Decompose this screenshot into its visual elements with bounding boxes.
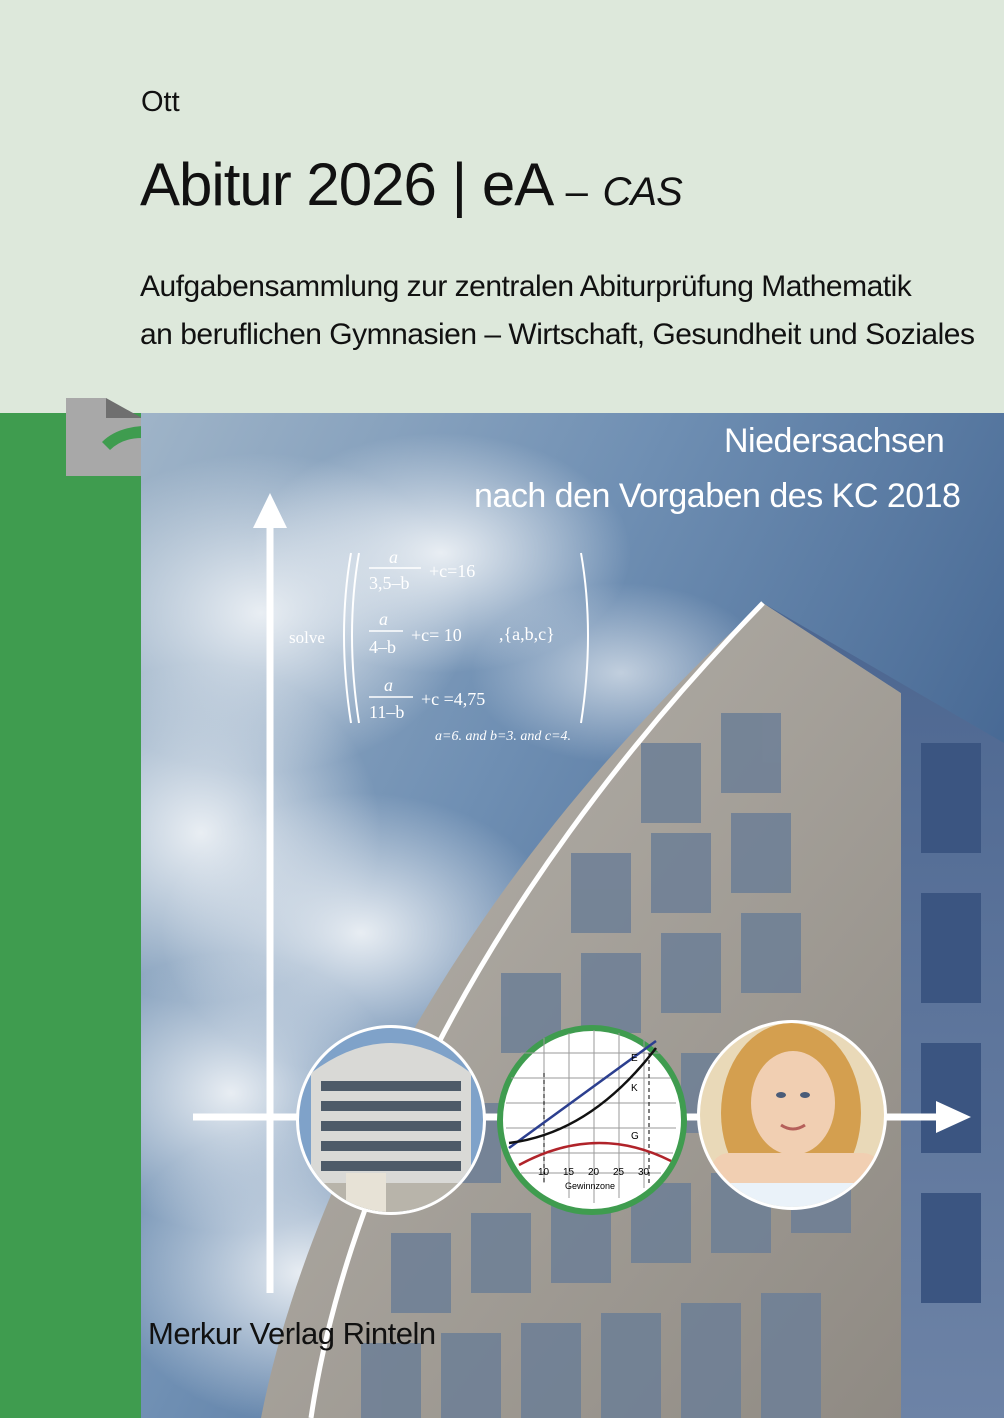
- cover-header: [0, 0, 1004, 413]
- formula-vars: ,{a,b,c}: [499, 624, 555, 644]
- publisher-logo-icon: [66, 398, 142, 476]
- formula-command: solve: [289, 628, 325, 647]
- subtitle-line-2: an beruflichen Gymnasien – Wirtschaft, Gesundheit und Soziales: [140, 318, 975, 351]
- eq3-numerator: a: [384, 675, 393, 695]
- author-name: Ott: [141, 86, 180, 118]
- chart-tick-10: 10: [538, 1167, 550, 1178]
- eq3-rest: +c =4,75: [421, 689, 486, 709]
- eq2-denominator: 4–b: [369, 637, 396, 657]
- chart-tick-25: 25: [613, 1167, 625, 1178]
- title-main: Abitur 2026: [140, 151, 436, 218]
- curriculum-label: nach den Vorgaben des KC 2018: [474, 477, 961, 515]
- chart-label-g: G: [631, 1131, 639, 1142]
- eq1-denominator: 3,5–b: [369, 573, 410, 593]
- eq1-rest: +c=16: [429, 561, 476, 581]
- title-dash: –: [565, 170, 587, 214]
- profit-chart-circle: [500, 1028, 684, 1212]
- eq1-numerator: a: [389, 547, 398, 567]
- chart-tick-20: 20: [588, 1167, 600, 1178]
- region-label: Niedersachsen: [724, 422, 945, 460]
- subtitle-line-1: Aufgabensammlung zur zentralen Abiturprüfung Mathematik: [140, 270, 912, 303]
- title-cas: CAS: [602, 170, 682, 214]
- eq2-rest: +c= 10: [411, 625, 462, 645]
- eq2-numerator: a: [379, 609, 388, 629]
- title-separator: |: [451, 151, 467, 218]
- chart-label-k: K: [631, 1083, 638, 1094]
- green-side-stripe: [0, 413, 141, 1418]
- formula-result: a=6. and b=3. and c=4.: [435, 729, 572, 744]
- eq3-denominator: 11–b: [369, 702, 405, 722]
- book-title: [140, 150, 682, 219]
- publisher-name: Merkur Verlag Rinteln: [148, 1316, 436, 1351]
- chart-label-e: E: [631, 1053, 638, 1064]
- title-level: eA: [481, 151, 550, 218]
- chart-tick-30: 30: [638, 1167, 650, 1178]
- chart-tick-15: 15: [563, 1167, 575, 1178]
- chart-zone-label: Gewinnzone: [565, 1181, 616, 1191]
- cover-photo: [141, 413, 1004, 1418]
